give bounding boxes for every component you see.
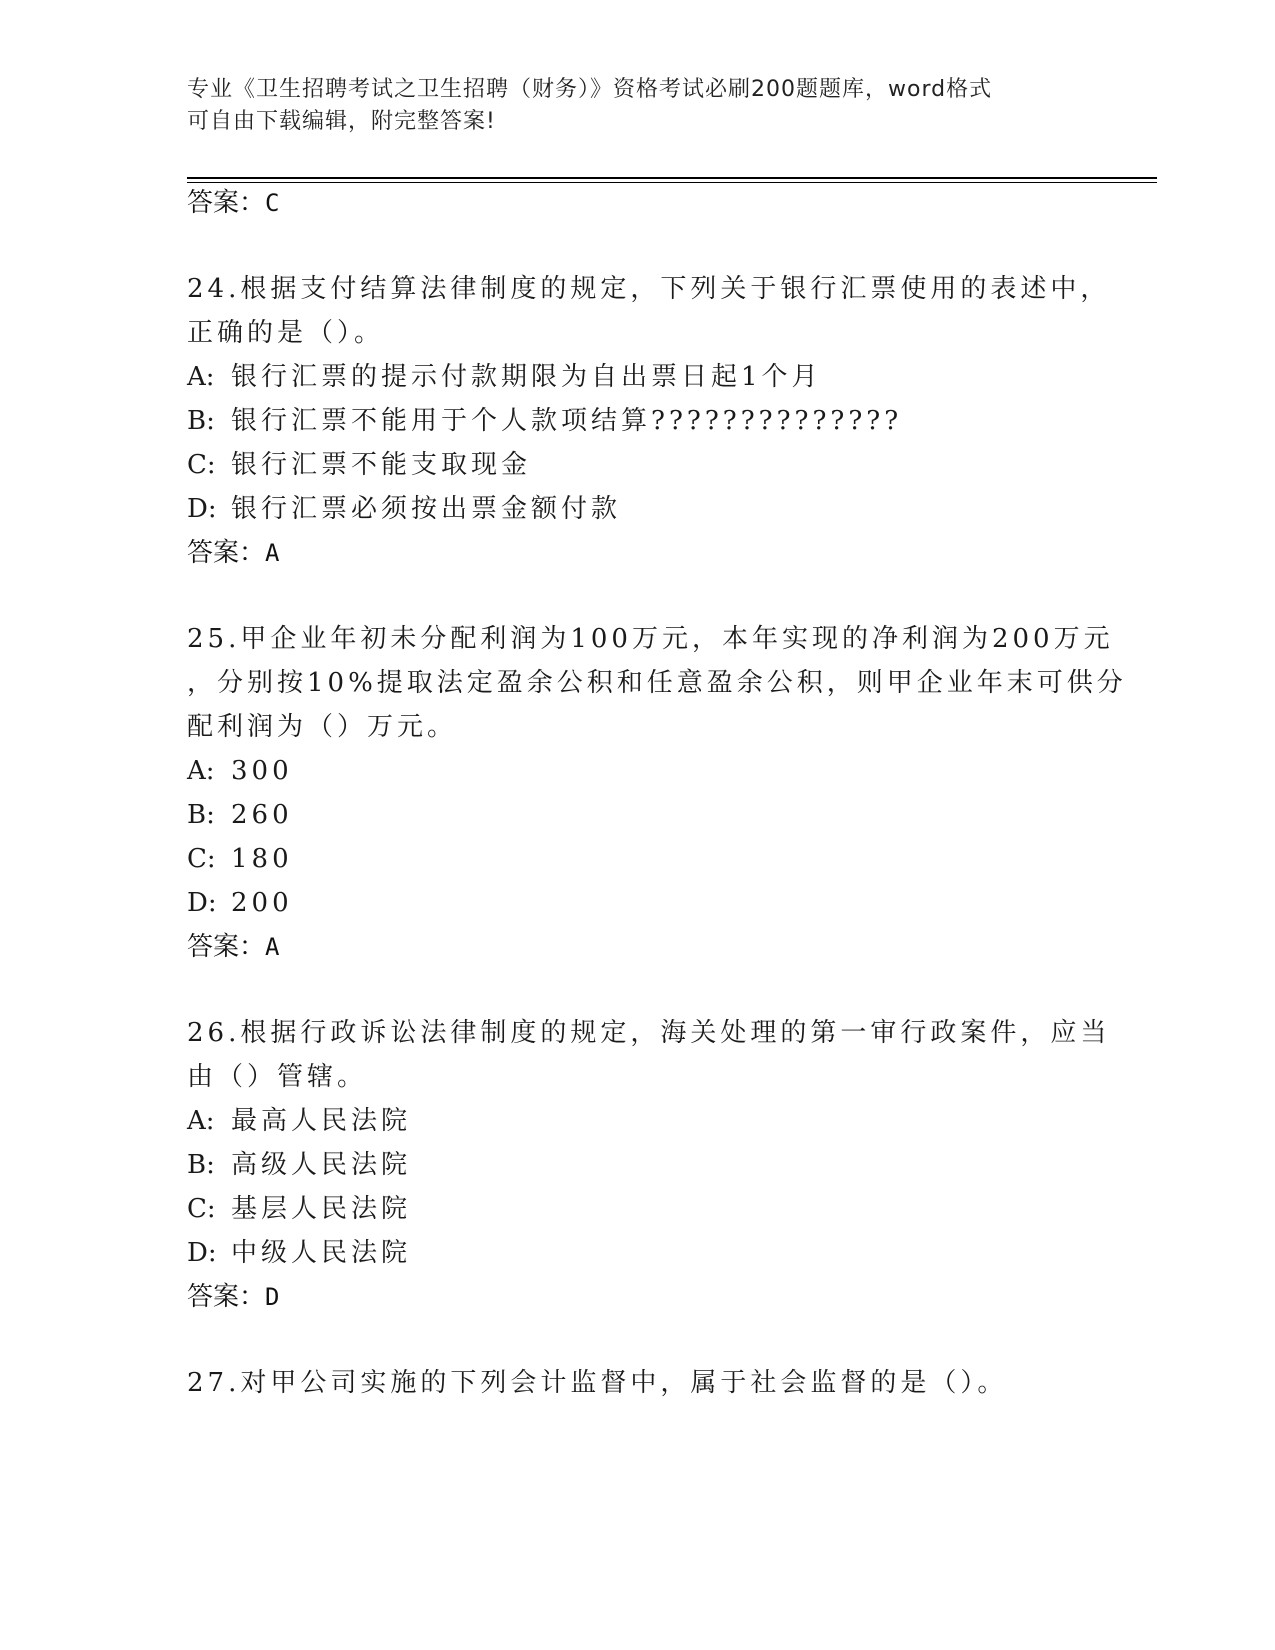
option-text: 300 — [231, 756, 293, 786]
answer-value: C — [265, 189, 280, 217]
option-letter: C: — [187, 1194, 216, 1224]
option-text: 最高人民法院 — [231, 1106, 412, 1136]
question-25-line-2: ，分别按10%提取法定盈余公积和任意盈余公积，则甲企业年末可供分 — [187, 668, 1127, 698]
question-24-option-d — [187, 492, 621, 526]
option-letter: A: — [187, 756, 215, 786]
question-24-line-1: 24.根据支付结算法律制度的规定，下列关于银行汇票使用的表述中， — [187, 274, 1111, 304]
header-line-1: 专业《卫生招聘考试之卫生招聘（财务）》资格考试必刷200题题库，word格式 — [187, 77, 993, 102]
question-26-option-d — [187, 1236, 411, 1270]
option-text: 银行汇票的提示付款期限为自出票日起1个月 — [231, 362, 822, 392]
option-text: 180 — [231, 844, 293, 874]
question-24-option-c — [187, 448, 531, 482]
option-letter: C: — [187, 450, 216, 480]
header-line-2: 可自由下载编辑，附完整答案! — [187, 109, 496, 134]
option-text: 银行汇票不能用于个人款项结算?????????????? — [231, 406, 903, 436]
option-text: 高级人民法院 — [231, 1150, 412, 1180]
question-26-line-1: 26.根据行政诉讼法律制度的规定，海关处理的第一审行政案件，应当 — [187, 1018, 1111, 1048]
header-divider-thick — [187, 177, 1157, 179]
option-letter: D: — [187, 494, 217, 524]
option-text: 200 — [231, 888, 293, 918]
question-25-option-d — [187, 886, 293, 920]
option-letter: D: — [187, 1238, 217, 1268]
option-text: 中级人民法院 — [231, 1238, 412, 1268]
question-24-line-2: 正确的是（）。 — [187, 318, 385, 348]
answer-value: D — [265, 1283, 280, 1311]
question-26-answer — [187, 1280, 279, 1314]
answer-label: 答案： — [187, 188, 266, 218]
document-header — [187, 74, 1087, 138]
option-letter: C: — [187, 844, 216, 874]
option-letter: B: — [187, 800, 215, 830]
option-letter: D: — [187, 888, 217, 918]
question-24-answer — [187, 536, 279, 570]
answer-value: A — [265, 539, 280, 567]
question-26-line-2: 由（）管辖。 — [187, 1062, 368, 1092]
option-letter: B: — [187, 1150, 215, 1180]
option-text: 基层人民法院 — [231, 1194, 412, 1224]
answer-line — [187, 186, 279, 220]
option-text: 银行汇票不能支取现金 — [231, 450, 532, 480]
question-26-option-b — [187, 1148, 411, 1182]
answer-label: 答案： — [187, 538, 266, 568]
question-25-answer — [187, 930, 279, 964]
question-26-option-a — [187, 1104, 411, 1138]
header-divider-thin — [187, 182, 1157, 183]
question-25-line-3: 配利润为（）万元。 — [187, 712, 458, 742]
question-24-option-b — [187, 404, 902, 438]
answer-label: 答案： — [187, 1282, 266, 1312]
question-25-option-c — [187, 842, 293, 876]
option-text: 银行汇票必须按出票金额付款 — [231, 494, 622, 524]
question-27-line-1: 27.对甲公司实施的下列会计监督中，属于社会监督的是（）。 — [187, 1368, 1008, 1398]
question-25-option-b — [187, 798, 293, 832]
question-24-option-a — [187, 360, 822, 394]
option-text: 260 — [231, 800, 293, 830]
question-25-line-1: 25.甲企业年初未分配利润为100万元，本年实现的净利润为200万元 — [187, 624, 1114, 654]
option-letter: B: — [187, 406, 215, 436]
question-25-option-a — [187, 754, 293, 788]
question-26-option-c — [187, 1192, 411, 1226]
option-letter: A: — [187, 362, 215, 392]
answer-label: 答案： — [187, 932, 266, 962]
option-letter: A: — [187, 1106, 215, 1136]
answer-value: A — [265, 933, 280, 961]
